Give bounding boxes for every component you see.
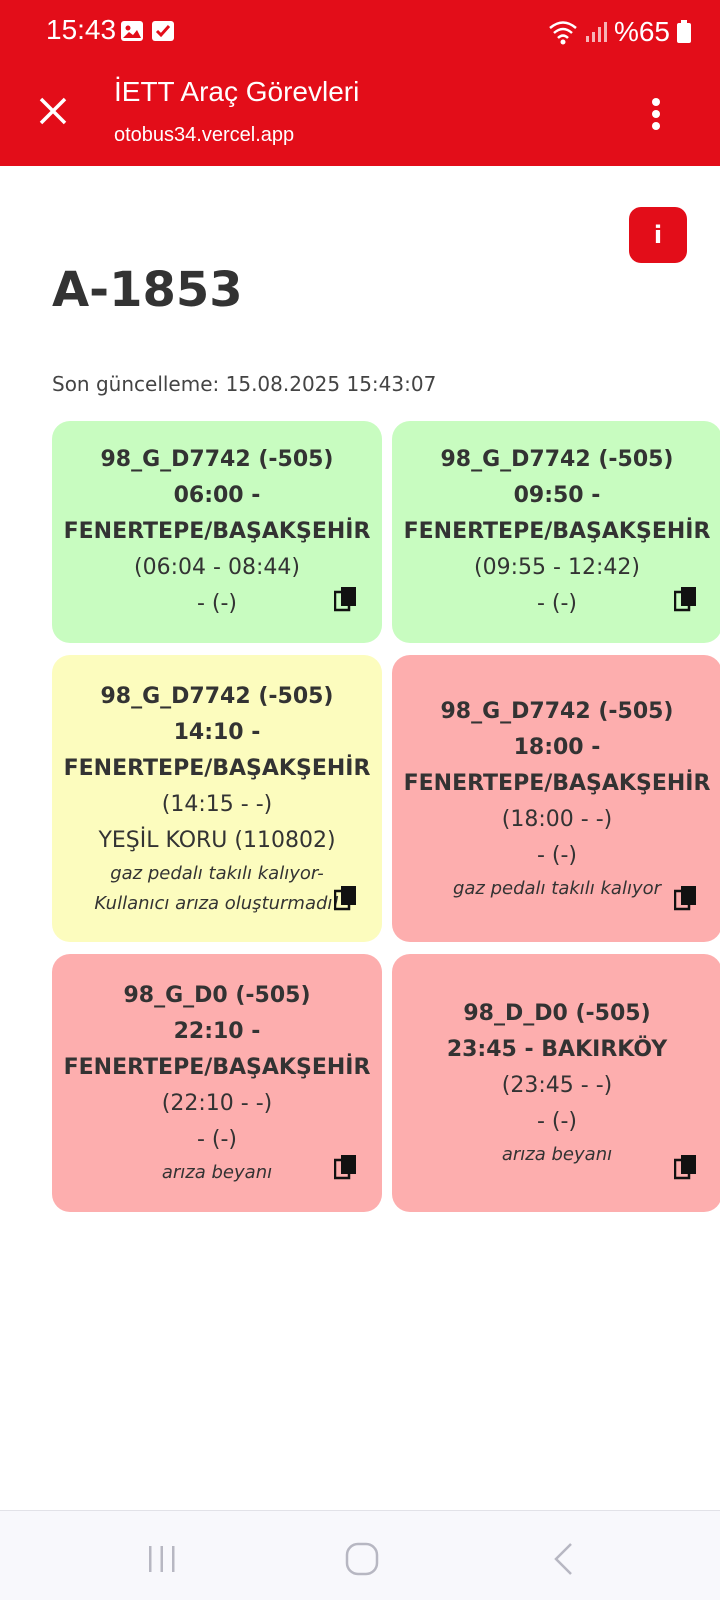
card-departure: 06:00 -: [173, 483, 261, 508]
copy-icon[interactable]: [334, 885, 358, 911]
card-times: (06:04 - 08:44): [134, 555, 300, 580]
task-card[interactable]: [52, 954, 382, 1212]
card-note: arıza beyanı: [161, 1162, 273, 1183]
more-options-button[interactable]: [640, 94, 672, 134]
card-departure: 14:10 -: [173, 719, 261, 745]
status-time: 15:43: [46, 14, 117, 45]
last-updated: Son güncelleme: 15.08.2025 15:43:07: [52, 372, 437, 396]
card-route: 98_G_D0 (-505): [123, 983, 311, 1008]
card-note: gaz pedalı takılı kalıyor-Kullanıcı arıza oluşturmadı!: [94, 862, 340, 914]
card-destination: FENERTEPE/BAŞAKŞEHİR: [403, 519, 711, 544]
home-button[interactable]: [342, 1539, 382, 1579]
card-route: 98_G_D7742 (-505): [100, 683, 334, 709]
home-icon: [345, 1542, 379, 1576]
close-button[interactable]: [32, 90, 74, 132]
card-driver: YEŞİL KORU (110802): [98, 827, 336, 853]
copy-icon[interactable]: [674, 885, 698, 911]
recent-apps-icon: [146, 1544, 178, 1574]
back-icon: [551, 1542, 577, 1576]
card-times: (23:45 - -): [501, 1073, 613, 1098]
vehicle-id: A-1853: [52, 262, 243, 318]
card-departure: 23:45 - BAKIRKÖY: [446, 1037, 668, 1062]
close-icon: [38, 96, 68, 126]
task-card[interactable]: [52, 655, 382, 942]
copy-icon[interactable]: [674, 1154, 698, 1180]
card-note: arıza beyanı: [501, 1144, 613, 1165]
card-departure: 09:50 -: [513, 483, 601, 508]
card-times: (18:00 - -): [501, 806, 613, 832]
card-times: (09:55 - 12:42): [474, 555, 640, 580]
card-route: 98_G_D7742 (-505): [440, 698, 674, 724]
card-destination: FENERTEPE/BAŞAKŞEHİR: [403, 770, 711, 796]
card-driver: - (-): [536, 591, 578, 616]
card-destination: FENERTEPE/BAŞAKŞEHİR: [63, 1055, 371, 1080]
card-route: 98_G_D7742 (-505): [100, 447, 334, 472]
task-notification-icon: [151, 20, 175, 42]
card-times: (22:10 - -): [161, 1091, 273, 1116]
app-title: İETT Araç Görevleri: [114, 76, 360, 107]
task-card[interactable]: [52, 421, 382, 643]
browser-header: [0, 0, 720, 166]
task-card[interactable]: [392, 954, 720, 1212]
app-url: otobus34.vercel.app: [114, 124, 295, 146]
back-button[interactable]: [544, 1539, 584, 1579]
recent-apps-button[interactable]: [142, 1539, 182, 1579]
info-button[interactable]: i: [629, 207, 687, 263]
card-destination: FENERTEPE/BAŞAKŞEHİR: [63, 519, 371, 544]
copy-icon[interactable]: [674, 586, 698, 612]
card-driver: - (-): [536, 1109, 578, 1134]
card-route: 98_D_D0 (-505): [463, 1001, 651, 1026]
card-departure: 18:00 -: [513, 734, 601, 760]
card-driver: - (-): [536, 842, 578, 868]
card-destination: FENERTEPE/BAŞAKŞEHİR: [63, 755, 371, 781]
app-bar: [0, 64, 720, 166]
system-nav-bar: [0, 1510, 720, 1600]
status-bar: [0, 0, 720, 64]
card-driver: - (-): [196, 1127, 238, 1152]
task-card[interactable]: [392, 421, 720, 643]
card-times: (14:15 - -): [161, 791, 273, 817]
signal-icon: [584, 20, 608, 44]
wifi-icon: [548, 19, 578, 45]
battery-icon: [676, 20, 692, 44]
more-vert-icon: [651, 97, 661, 131]
card-departure: 22:10 -: [173, 1019, 261, 1044]
card-driver: - (-): [196, 591, 238, 616]
card-route: 98_G_D7742 (-505): [440, 447, 674, 472]
card-note: gaz pedalı takılı kalıyor: [452, 877, 662, 899]
battery-level: %65: [613, 16, 670, 47]
status-right: [548, 14, 692, 50]
gallery-notification-icon: [120, 20, 144, 42]
copy-icon[interactable]: [334, 586, 358, 612]
copy-icon[interactable]: [334, 1154, 358, 1180]
task-card[interactable]: [392, 655, 720, 942]
